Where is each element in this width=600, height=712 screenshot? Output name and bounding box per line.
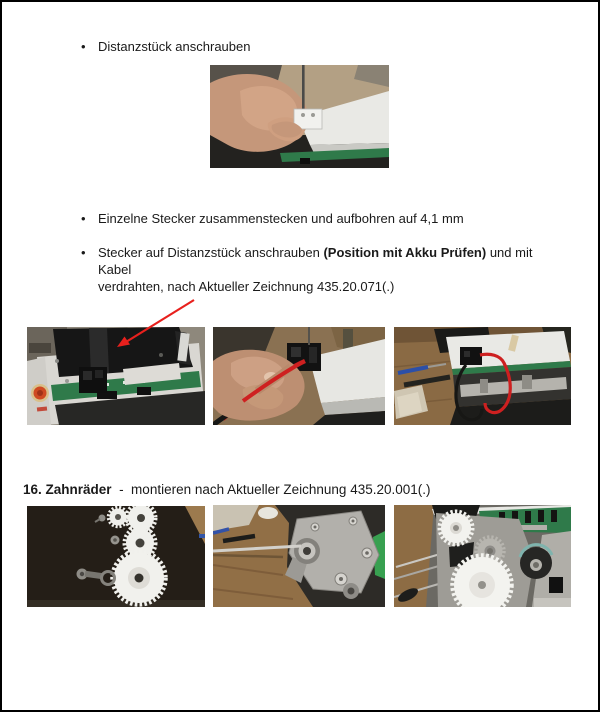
photo-gears-mounted-image xyxy=(394,505,571,607)
bullet-text xyxy=(98,244,551,295)
photo-gear-parts-image xyxy=(27,506,205,607)
photo-spacer-screwing xyxy=(210,65,389,168)
bullet-text-bold: (Position mit Akku Prüfen) xyxy=(323,245,487,260)
photo-gear-plate-image xyxy=(213,505,385,607)
bullet-item-distanzstueck xyxy=(81,38,250,55)
photo-gear-plate xyxy=(213,505,385,607)
bullet-item-stecker-anschrauben xyxy=(81,244,551,295)
section-heading-number: 16. Zahnräder xyxy=(23,482,112,497)
section-heading-rest: - montieren nach Aktueller Zeichnung 435.20.001(.) xyxy=(111,482,431,497)
photo-battery-connector xyxy=(27,327,205,425)
bullet-text-part2: und mit Kabel xyxy=(98,245,533,277)
photo-wired-connectors-image xyxy=(394,327,571,425)
photo-wired-connectors xyxy=(394,327,571,425)
photo-red-wire-plug xyxy=(213,327,385,425)
bullet-icon: • xyxy=(81,39,86,54)
bullet-text: Einzelne Stecker zusammenstecken und aufbohren auf 4,1 mm xyxy=(98,211,464,226)
black-connector xyxy=(460,347,482,365)
bullet-icon: • xyxy=(81,211,86,226)
photo-gears-mounted xyxy=(394,505,571,607)
photo-red-wire-plug-image xyxy=(213,327,385,425)
photo-gear-parts xyxy=(27,506,205,607)
photo-spacer-screwing-image xyxy=(210,65,389,168)
screw xyxy=(99,515,106,522)
bullet-text-line2: verdrahten, nach Aktueller Zeichnung 435.20.071(.) xyxy=(98,279,395,294)
photo-battery-connector-image xyxy=(27,327,205,425)
bullet-icon: • xyxy=(81,245,86,260)
hex-key xyxy=(302,65,305,112)
bullet-item-stecker-aufbohren xyxy=(81,210,464,227)
bullet-text: Distanzstück anschrauben xyxy=(98,39,251,54)
bullet-text-part1: Stecker auf Distanzstück anschrauben xyxy=(98,245,324,260)
